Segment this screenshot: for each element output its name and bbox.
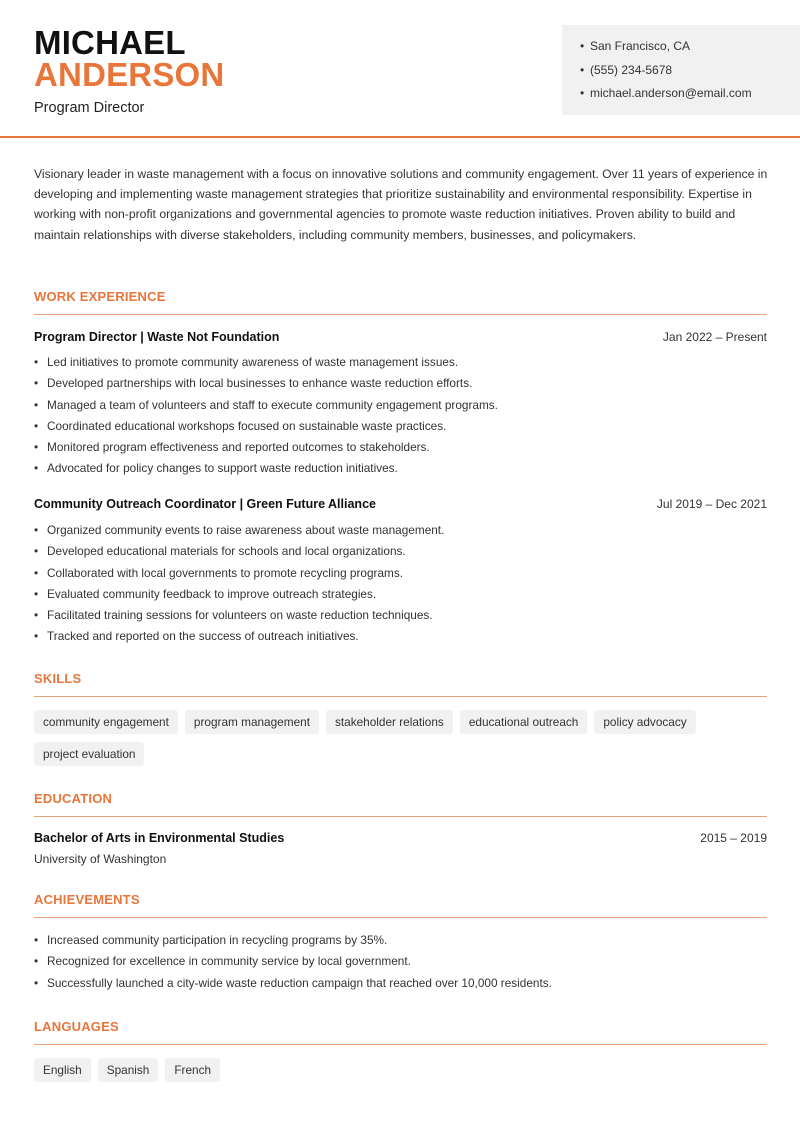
list-item: • Managed a team of volunteers and staff to execute community engagement programs.	[34, 395, 767, 416]
list-item: • Tracked and reported on the success of outreach initiatives.	[34, 626, 767, 647]
skill-chip: educational outreach	[460, 710, 588, 734]
list-item: • Collaborated with local governments to promote recycling programs.	[34, 563, 767, 584]
job-role: Community Outreach Coordinator | Green Future Alliance	[34, 497, 376, 511]
work-experience-heading: WORK EXPERIENCE	[34, 289, 767, 315]
list-item: • Coordinated educational workshops focused on sustainable waste practices.	[34, 416, 767, 437]
contact-box	[562, 25, 800, 115]
skill-chip: policy advocacy	[594, 710, 695, 734]
skills-list	[34, 710, 767, 766]
list-item: • Led initiatives to promote community awareness of waste management issues.	[34, 352, 767, 373]
list-item: • Developed partnerships with local businesses to enhance waste reduction efforts.	[34, 373, 767, 394]
list-item: • Increased community participation in recycling programs by 35%.	[34, 930, 767, 951]
list-item: • Successfully launched a city-wide waste reduction campaign that reached over 10,000 residents.	[34, 973, 767, 994]
resume-header	[0, 0, 800, 138]
job-bullets	[34, 520, 767, 648]
skills-heading: SKILLS	[34, 671, 767, 697]
contact-email[interactable]: • michael.anderson@email.com	[580, 84, 800, 108]
list-item: • Facilitated training sessions for volunteers on waste reduction techniques.	[34, 605, 767, 626]
languages-heading: LANGUAGES	[34, 1019, 767, 1045]
skill-chip: project evaluation	[34, 742, 144, 766]
job-dates: Jan 2022 – Present	[662, 330, 767, 344]
degree: Bachelor of Arts in Environmental Studies	[34, 831, 285, 845]
education-heading: EDUCATION	[34, 791, 767, 817]
first-name: MICHAEL	[34, 24, 186, 61]
language-chip: Spanish	[98, 1058, 159, 1082]
list-item: • Evaluated community feedback to improve outreach strategies.	[34, 584, 767, 605]
language-chip: English	[34, 1058, 91, 1082]
job-role: Program Director | Waste Not Foundation	[34, 330, 280, 344]
language-chip: French	[165, 1058, 220, 1082]
last-name: ANDERSON	[34, 56, 225, 93]
list-item: • Recognized for excellence in community service by local government.	[34, 951, 767, 972]
job-header	[34, 330, 767, 344]
list-item: • Advocated for policy changes to support waste reduction initiatives.	[34, 458, 767, 479]
achievements-list	[34, 930, 767, 994]
summary-paragraph: Visionary leader in waste management with a focus on innovative solutions and community engagement. Over 11 years of experience in developing and implementing waste management strategies that prioritize sustainability and environmental responsibility. Expertise in working with non-profit organizations and governmental agencies to promote waste reduction initiatives. Proven ability to build and maintain relationships with diverse stakeholders, including community members, businesses, and policymakers.	[34, 167, 768, 242]
list-item: • Organized community events to raise awareness about waste management.	[34, 520, 767, 541]
education-header	[34, 831, 767, 845]
list-item: • Monitored program effectiveness and reported outcomes to stakeholders.	[34, 437, 767, 458]
school: University of Washington	[34, 852, 167, 866]
list-item: • Developed educational materials for schools and local organizations.	[34, 541, 767, 562]
job-header	[34, 497, 767, 511]
skill-chip: community engagement	[34, 710, 178, 734]
skill-chip: program management	[185, 710, 319, 734]
job-title: Program Director	[34, 100, 145, 116]
contact-location: • San Francisco, CA	[580, 37, 800, 61]
achievements-heading: ACHIEVEMENTS	[34, 892, 767, 918]
job-dates: Jul 2019 – Dec 2021	[656, 497, 767, 511]
job-bullets	[34, 352, 767, 480]
languages-list	[34, 1058, 767, 1082]
education-dates: 2015 – 2019	[700, 831, 767, 845]
skill-chip: stakeholder relations	[326, 710, 453, 734]
contact-phone[interactable]: • (555) 234-5678	[580, 61, 800, 85]
